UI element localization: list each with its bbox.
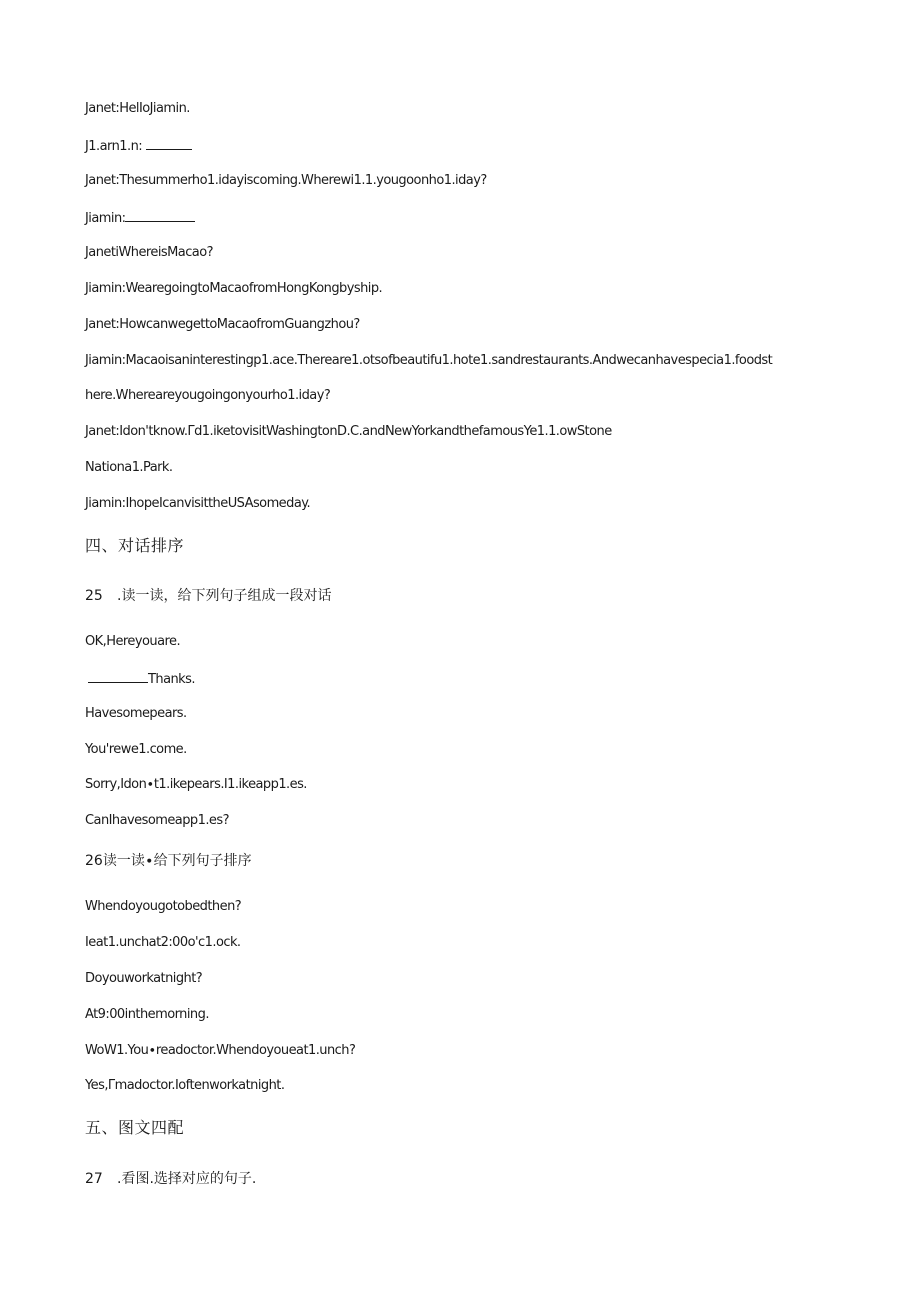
dialogue-line-4 (85, 209, 195, 227)
dialogue-line-3: Janet:Thesummerho1.idayiscoming.Wherewi1.1.yougoonho1.iday? (85, 173, 487, 188)
q25-line-text: Thanks. (148, 672, 195, 687)
section-heading-5: 五、图文四配 (85, 1118, 185, 1137)
dialogue-line-10: Janet:Idon'tknow.Γd1.iketovisitWashingtonD.C.andNewYorkandthefamousYe1.1.owStone (85, 424, 612, 439)
question-number: 27 (85, 1171, 103, 1187)
q25-line-1: OK,Hereyouare. (85, 634, 181, 649)
question-text: .读一读，给下列句子组成一段对话 (117, 588, 332, 604)
dialogue-line-9: here.Whereareyougoingonyourho1.iday? (85, 388, 331, 403)
q26-line-4: At9:00inthemorning. (85, 1007, 209, 1022)
question-text: .看图.选择对应的句子. (117, 1171, 257, 1187)
q26-line-6: Yes,Γmadoctor.Ioftenworkatnight. (85, 1078, 285, 1093)
dialogue-line-6: Jiamin:WearegoingtoMacaofromHongKongbyship. (85, 281, 383, 296)
dialogue-speaker: J1.arn1.n: (85, 139, 146, 154)
dialogue-line-2 (85, 137, 192, 155)
q25-line-3: Havesomepears. (85, 706, 187, 721)
dialogue-line-12: Jiamin:IhopeIcanvisittheUSAsomeday. (85, 496, 311, 511)
q26-line-5: WoW1.You∙readoctor.Whendoyoueat1.unch? (85, 1043, 356, 1058)
question-number: 25 (85, 588, 103, 604)
question-25-prompt (85, 587, 331, 605)
dialogue-line-11: Nationa1.Park. (85, 460, 173, 475)
answer-blank[interactable] (146, 137, 192, 150)
q25-line-4: You'rewe1.come. (85, 742, 187, 757)
question-27-prompt (85, 1170, 256, 1188)
dialogue-line-5: JanetiWhereisMacao? (85, 245, 213, 260)
q25-line-6: CanIhavesomeapp1.es? (85, 813, 229, 828)
answer-blank[interactable] (125, 209, 195, 222)
dialogue-speaker: Jiamin: (85, 211, 126, 226)
question-26-prompt: 26读一读∙给下列句子排序 (85, 853, 252, 869)
dialogue-line-1: Janet:HelIoJiamin. (85, 101, 190, 116)
q25-line-2 (85, 670, 195, 688)
q26-line-2: Ieat1.unchat2:00o'c1.ock. (85, 935, 241, 950)
dialogue-line-7: Janet:HowcanwegettoMacaofromGuangzhou? (85, 317, 360, 332)
answer-blank[interactable] (88, 670, 148, 683)
q26-line-3: Doyouworkatnight? (85, 971, 203, 986)
section-heading-4: 四、对话排序 (85, 536, 185, 555)
q26-line-1: Whendoyougotobedthen? (85, 899, 242, 914)
dialogue-line-8: Jiamin:Macaoisaninterestingp1.ace.Thereare1.otsofbeautifu1.hote1.sandrestaurants.Andwecanhavespecia1.foodst (85, 353, 773, 368)
q25-line-5: Sorry,Idon∙t1.ikepears.I1.ikeapp1.es. (85, 777, 307, 792)
